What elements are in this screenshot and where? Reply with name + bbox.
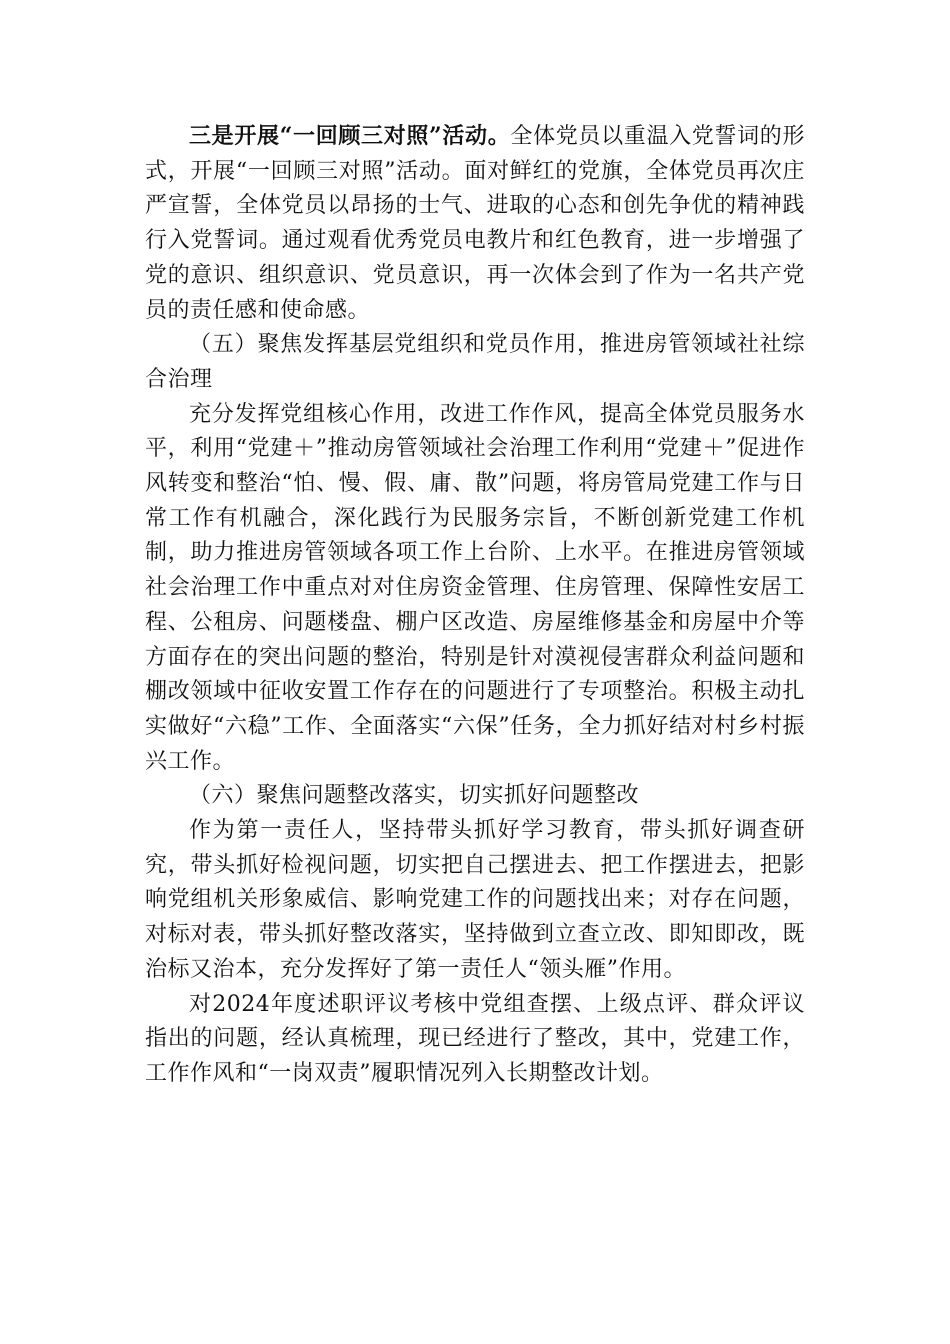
paragraph-governance: 充分发挥党组核心作用，改进工作作风，提高全体党员服务水平，利用“党建＋”推动房管领域社会治理工作利用“党建＋”促进作风转变和整治“怕、慢、假、庸、散”问题，将房管局党建工作与日常工作有机融合，深化践行为民服务宗旨，不断创新党建工作机制，助力推进房管领域各项工作上台阶、上水平。在推进房管领域社会治理工作中重点对对住房资金管理、住房管理、保障性安居工程、公租房、问题楼盘、棚户区改造、房屋维修基金和房屋中介等方面存在的突出问题的整治，特别是针对漠视侵害群众利益问题和棚改领域中征收安置工作存在的问题进行了专项整治。积极主动扎实做好“六稳”工作、全面落实“六保”任务，全力抓好结对村乡村振兴工作。 [145, 401, 805, 774]
paragraph-rectification: 对2024年度述职评议考核中党组查摆、上级点评、群众评议指出的问题，经认真梳理，现已经进行了整改，其中，党建工作，工作作风和“一岗双责”履职情况列入长期整改计划。 [145, 991, 805, 1086]
paragraph-activity [145, 119, 805, 328]
document-page [145, 119, 805, 1092]
paragraph-lead: 三是开展“一回顾三对照”活动。 [189, 123, 511, 149]
paragraph-responsibility: 作为第一责任人，坚持带头抓好学习教育，带头抓好调查研究，带头抓好检视问题，切实把自己摆进去、把工作摆进去，把影响党组机关形象威信、影响党建工作的问题找出来；对存在问题，对标对表，带头抓好整改落实，坚持做到立查立改、即知即改，既治标又治本，充分发挥好了第一责任人“领头雁”作用。 [145, 818, 805, 982]
section-heading-6: （六）聚焦问题整改落实，切实抓好问题整改 [189, 783, 640, 809]
paragraph-body: 全体党员以重温入党誓词的形式，开展“一回顾三对照”活动。面对鲜红的党旗，全体党员再次庄严宣誓，全体党员以昂扬的士气、进取的心态和创先争优的精神践行入党誓词。通过观看优秀党员电教片和红色教育，进一步增强了党的意识、组织意识、党员意识，再一次体会到了作为一名共产党员的责任感和使命感。 [145, 124, 805, 323]
section-heading-5: （五）聚焦发挥基层党组织和党员作用，推进房管领域社社综合治理 [145, 332, 805, 392]
